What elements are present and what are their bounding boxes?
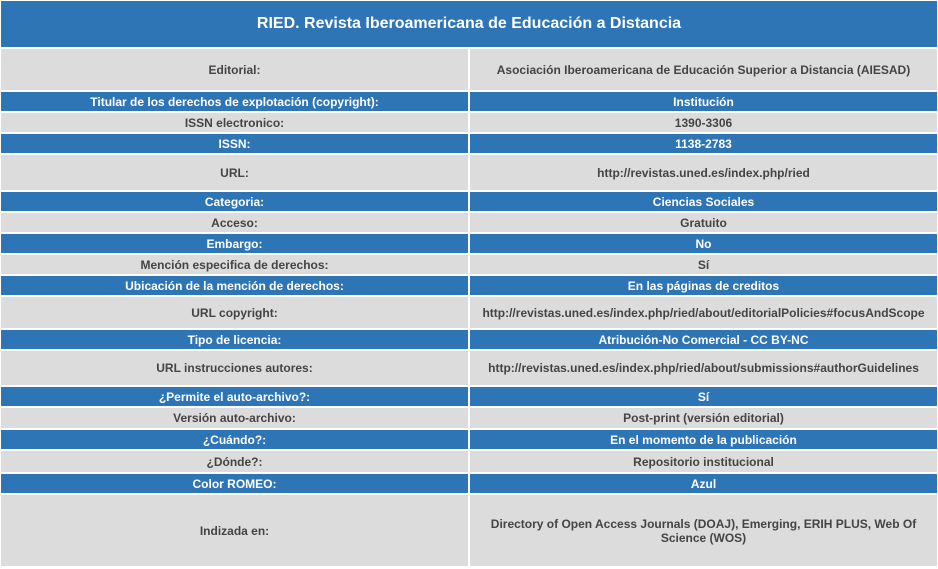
row-label: URL instrucciones autores: [0,350,469,386]
row-label: Categoria: [0,191,469,212]
table-row [0,133,938,154]
table-row [0,329,938,350]
row-label: Versión auto-archivo: [0,407,469,429]
row-value: En las páginas de creditos [469,275,938,296]
row-label: Acceso: [0,212,469,233]
table-row [0,450,938,473]
row-label: Color ROMEO: [0,473,469,494]
row-value: No [469,233,938,254]
row-label: Ubicación de la mención de derechos: [0,275,469,296]
row-value: http://revistas.uned.es/index.php/ried/about/editorialPolicies#focusAndScope [469,296,938,329]
table-row [0,407,938,429]
table-row [0,154,938,191]
row-label: ISSN electronico: [0,112,469,133]
table-row [0,275,938,296]
row-label: Indizada en: [0,494,469,567]
row-value: En el momento de la publicación [469,429,938,450]
table-row [0,350,938,386]
title-row [0,0,938,48]
row-value: Repositorio institucional [469,450,938,473]
table-row [0,48,938,91]
table-row [0,386,938,407]
row-label: Titular de los derechos de explotación (copyright): [0,91,469,112]
row-value: 1390-3306 [469,112,938,133]
table-row [0,233,938,254]
row-label: ¿Dónde?: [0,450,469,473]
row-label: URL: [0,154,469,191]
table-row [0,429,938,450]
row-value: Post-print (versión editorial) [469,407,938,429]
row-value: Gratuito [469,212,938,233]
row-label: URL copyright: [0,296,469,329]
row-value: Ciencias Sociales [469,191,938,212]
row-label: Editorial: [0,48,469,91]
table-row [0,494,938,567]
journal-title: RIED. Revista Iberoamericana de Educación a Distancia [0,0,938,48]
row-label: Embargo: [0,233,469,254]
row-value: 1138-2783 [469,133,938,154]
row-value: http://revistas.uned.es/index.php/ried/about/submissions#authorGuidelines [469,350,938,386]
table-row [0,254,938,275]
table-row [0,296,938,329]
row-label: Mención especifica de derechos: [0,254,469,275]
row-value: Institución [469,91,938,112]
row-value: Sí [469,254,938,275]
table-row [0,191,938,212]
row-value: http://revistas.uned.es/index.php/ried [469,154,938,191]
row-value: Atribución-No Comercial - CC BY-NC [469,329,938,350]
row-value: Azul [469,473,938,494]
row-label: ¿Permite el auto-archivo?: [0,386,469,407]
row-value: Sí [469,386,938,407]
table-row [0,212,938,233]
row-value: Asociación Iberoamericana de Educación Superior a Distancia (AIESAD) [469,48,938,91]
row-label: Tipo de licencia: [0,329,469,350]
row-value: Directory of Open Access Journals (DOAJ), Emerging, ERIH PLUS, Web Of Science (WOS) [469,494,938,567]
table-row [0,91,938,112]
row-label: ISSN: [0,133,469,154]
table-row [0,112,938,133]
row-label: ¿Cuándo?: [0,429,469,450]
table-row [0,473,938,494]
